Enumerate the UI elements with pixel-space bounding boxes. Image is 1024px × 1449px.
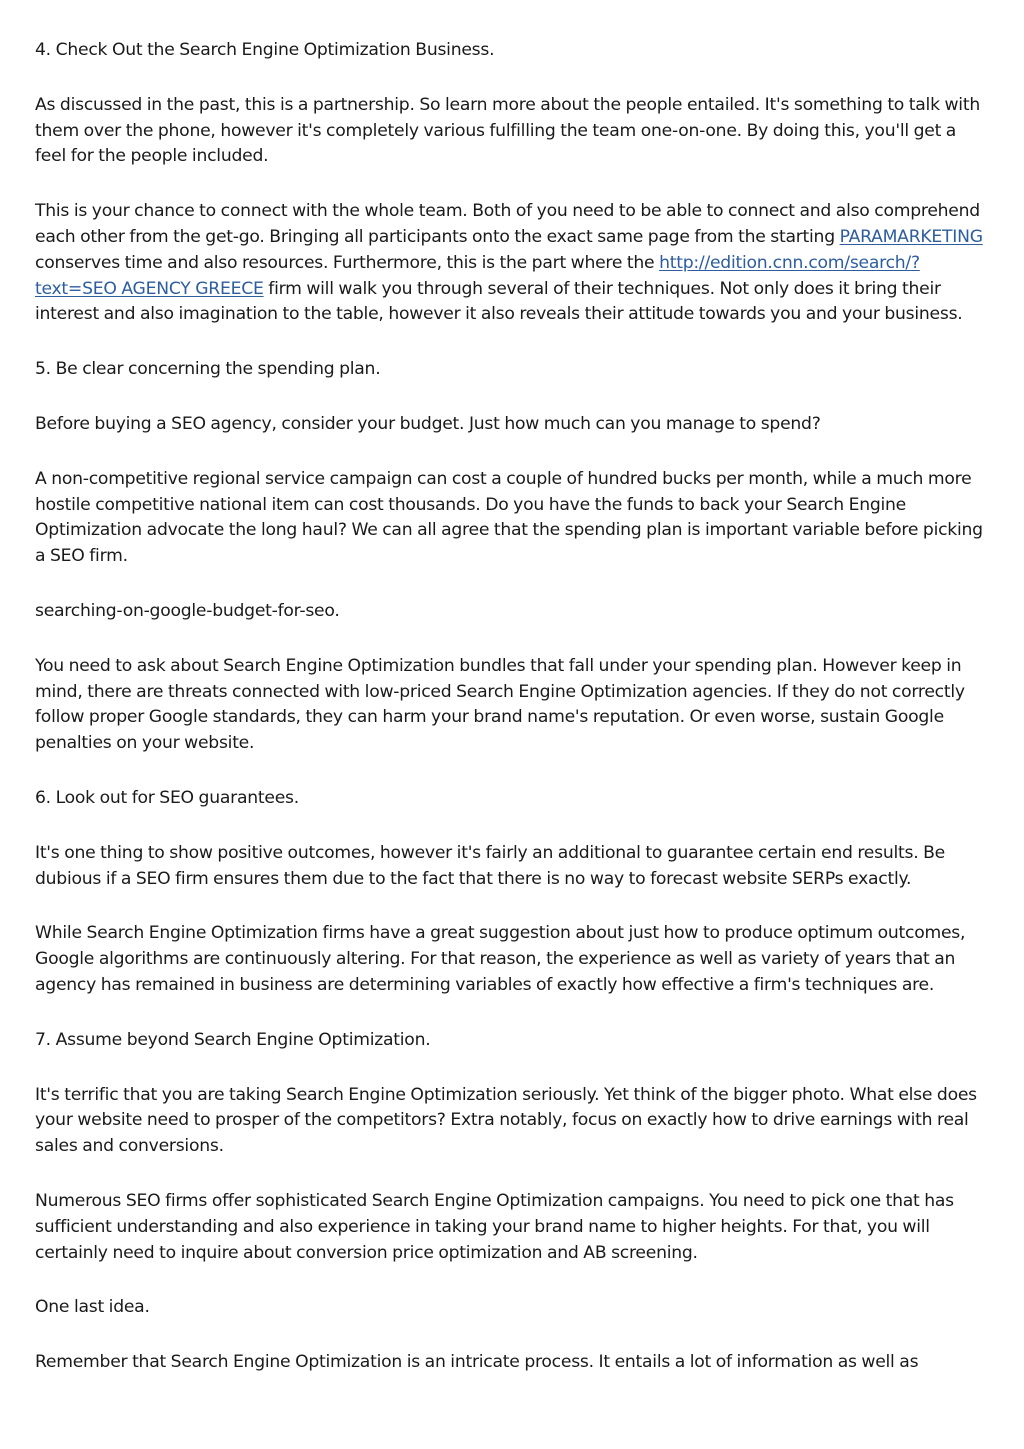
paragraph: As discussed in the past, this is a partnership. So learn more about the people entailed. It's something to talk with them over the phone, however it's completely various fulfilling the team one-on-one. By doing this, you'll get a feel for the people included. [35, 94, 980, 167]
heading-step-4: 4. Check Out the Search Engine Optimization Business. [35, 40, 495, 60]
paragraph: A non-competitive regional service campaign can cost a couple of hundred bucks per month, while a much more hostile competitive national item can cost thousands. Do you have the funds to back your Search Engine Optimization advocate the long haul? We can all agree that the spending plan is important variable before picking a SEO firm. [35, 468, 983, 567]
heading-step-6: 6. Look out for SEO guarantees. [35, 787, 299, 808]
paragraph: You need to ask about Search Engine Optimization bundles that fall under your spending plan. However keep in mind, there are threats connected with low-priced Search Engine Optimization agencies. If they do not correctly follow proper Google standards, they can harm your brand name's reputation. Or even worse, sustain Google penalties on your website. [35, 655, 965, 754]
heading-step-7: 7. Assume beyond Search Engine Optimization. [35, 1029, 431, 1050]
paragraph: While Search Engine Optimization firms have a great suggestion about just how to produce optimum outcomes, Google algorithms are continuously altering. For that reason, the experience as well as variety of years that an agency has remained in business are determining variables of exactly how effective a firm's techniques are. [35, 923, 966, 995]
paragraph-text: conserves time and also resources. Furthermore, this is the part where the [35, 252, 660, 273]
heading-last-idea: One last idea. [35, 1297, 150, 1318]
image-caption-text: searching-on-google-budget-for-seo. [35, 600, 340, 621]
paramarketing-link[interactable]: PARAMARKETING [839, 226, 983, 247]
heading-step-5: 5. Be clear concerning the spending plan. [35, 359, 381, 380]
paragraph-text: This is your chance to connect with the whole team. Both of you need to be able to connect and also comprehend each other from the get-go. Bringing all participants onto the exact same page from the starting [35, 201, 980, 247]
paragraph-text: firm will walk you through several of their techniques. Not only does it bring their interest and also imagination to the table, however it also reveals their attitude towards you and your business. [35, 278, 963, 325]
paragraph: It's one thing to show positive outcomes, however it's fairly an additional to guarantee certain end results. Be dubious if a SEO firm ensures them due to the fact that there is no way to forecast website SERPs exactly. [35, 842, 945, 889]
paragraph: Before buying a SEO agency, consider your budget. Just how much can you manage to spend? [35, 413, 821, 434]
paragraph: Remember that Search Engine Optimization is an intricate process. It entails a lot of information as well as [35, 1352, 919, 1373]
paragraph: Numerous SEO firms offer sophisticated Search Engine Optimization campaigns. You need to pick one that has sufficient understanding and also experience in taking your brand name to higher heights. For that, you will certainly need to inquire about conversion price optimization and AB screening. [35, 1190, 954, 1263]
cnn-search-link[interactable]: http://edition.cnn.com/search/?text=SEO AGENCY GREECE [35, 252, 920, 299]
paragraph-with-links [35, 199, 990, 328]
paragraph: It's terrific that you are taking Search Engine Optimization seriously. Yet think of the bigger photo. What else does your website need to prosper of the competitors? Extra notably, focus on exactly how to drive earnings with real sales and conversions. [35, 1084, 977, 1157]
